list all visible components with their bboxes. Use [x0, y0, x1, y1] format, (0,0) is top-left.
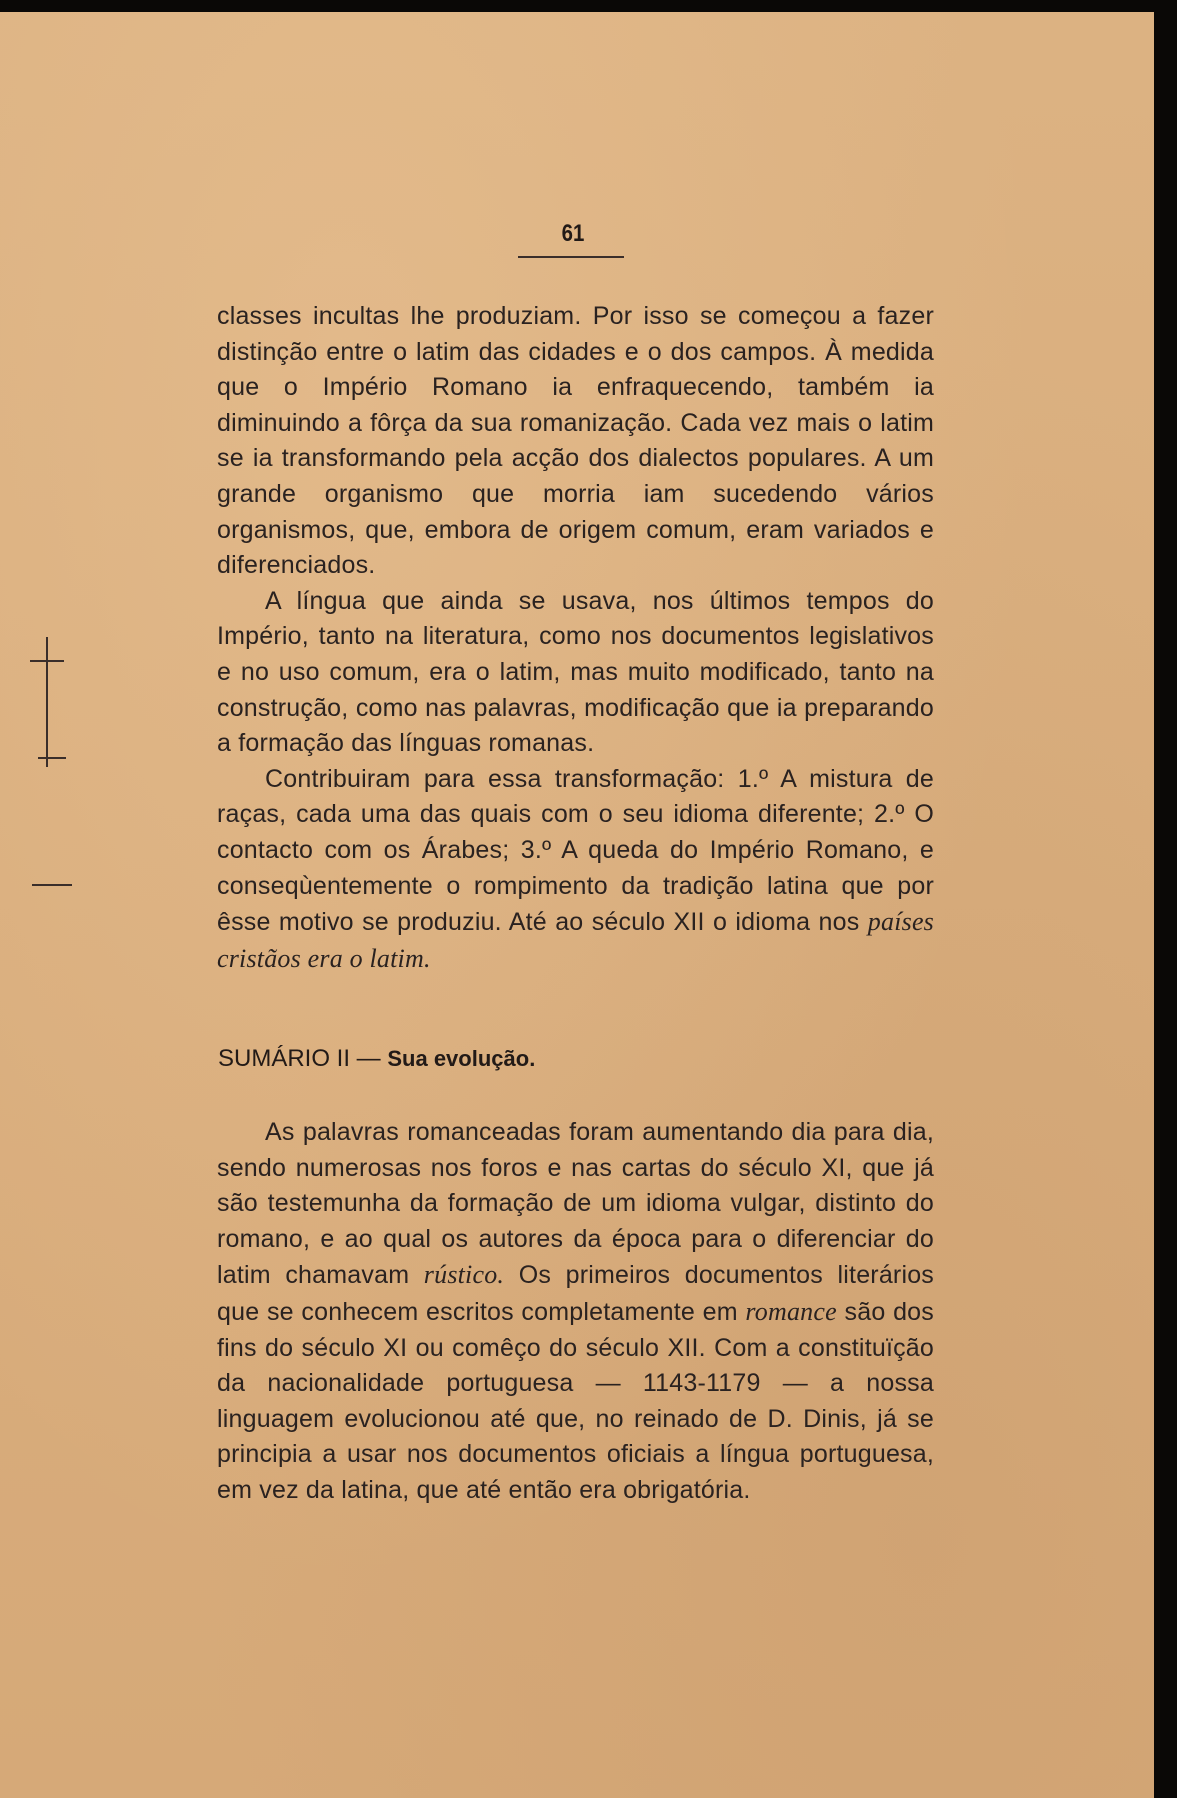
header-rule	[518, 256, 624, 258]
margin-pencil-foot	[38, 757, 66, 759]
text-block-top	[217, 299, 934, 977]
paragraph-1: classes incultas lhe produziam. Por isso se começou a fazer distinção entre o latim das cidades e o dos campos. À medida que o Império Romano ia enfraquecendo, também ia diminuindo a fôrça da sua romanização. Cada vez mais o latim se ia transformando pela acção dos dialectos populares. A um grande organismo que morria iam sucedendo vários organismos, que, embora de origem comum, eram variados e diferenciados.	[217, 302, 934, 580]
paragraph-4	[217, 1115, 934, 1509]
paragraph-4-italic1: rústico.	[423, 1260, 505, 1290]
text-block-bottom	[217, 1115, 934, 1509]
document-page	[0, 12, 1154, 1798]
paragraph-3	[217, 762, 934, 978]
section-heading	[218, 1045, 535, 1073]
paragraph-4-part1: As palavras romanceadas foram aumentando dia para dia, sendo numerosas nos foros e nas cartas do século XI, que já são testemunha da formação de um idioma vulgar, distinto do romano, e ao qual os autores da época para o diferenciar do latim chamavam	[217, 1118, 934, 1290]
paragraph-4-part3: são dos fins do século XI ou comêço do século XII. Com a constituïção da nacionalidade portuguesa — 1143-1179 — a nossa linguagem evolucionou até que, no reinado de D. Dinis, já se principia a usar nos documentos oficiais a língua portuguesa, em vez da latina, que até então era obrigatória.	[217, 1297, 934, 1504]
margin-pencil-mark	[46, 637, 48, 767]
section-heading-subtitle: Sua evolução.	[387, 1046, 536, 1071]
paragraph-3-text: Contribuiram para essa transformação: 1.º A mistura de raças, cada uma das quais com o seu idioma diferente; 2.º O contacto com os Árabes; 3.º A queda do Império Romano, e conseqùentemente o rompimento da tradição latina que por êsse motivo se produziu. Até ao século XII o idioma nos	[217, 764, 934, 937]
paragraph-4-italic2: romance	[745, 1296, 837, 1326]
paragraph-2: A língua que ainda se usava, nos últimos tempos do Império, tanto na literatura, como nos documentos legislativos e no uso comum, era o latim, mas muito modificado, tanto na construção, como nas palavras, modificação que ia preparando a formação das línguas romanas.	[217, 586, 934, 758]
paragraph-4-part2: Os primeiros documentos literários que se conhecem escritos completamente em	[217, 1261, 935, 1326]
page-number: 61	[561, 220, 585, 247]
margin-pencil-tick	[30, 660, 64, 662]
section-heading-label: SUMÁRIO II —	[218, 1045, 381, 1072]
paragraph-3-italic: países cristãos era o latim.	[217, 907, 934, 973]
margin-pencil-dash	[32, 884, 72, 886]
